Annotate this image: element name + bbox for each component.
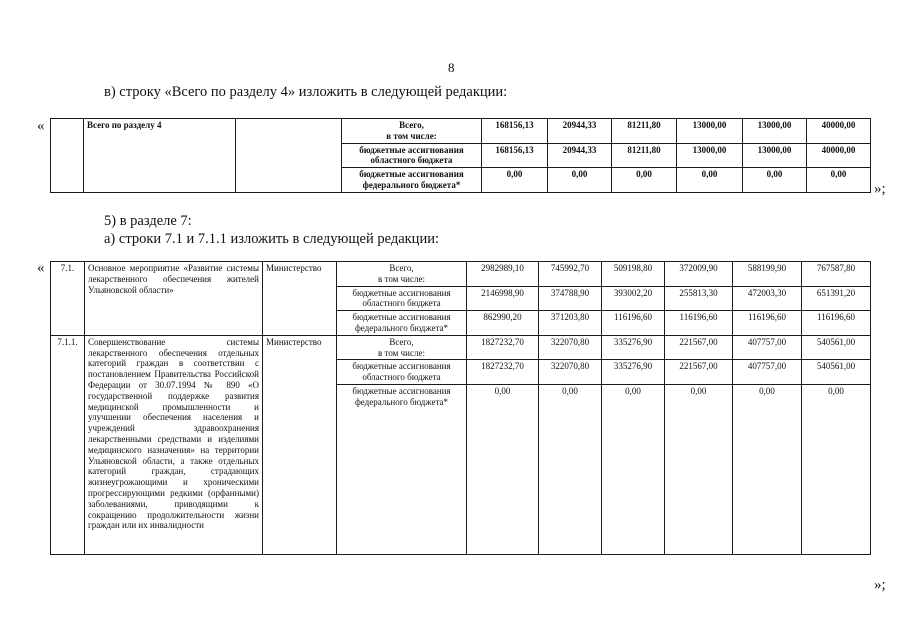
value-cell: 745992,70 — [539, 262, 602, 287]
value-cell: 407757,00 — [733, 360, 802, 385]
value-cell: 116196,60 — [802, 311, 871, 336]
item-name-cell: Основное мероприятие «Развитие системы лекарственного обеспечения жителей Ульяновской области» — [85, 262, 263, 336]
value-cell: 767587,80 — [802, 262, 871, 287]
value-cell: 374788,90 — [539, 286, 602, 311]
close-quote-1: »; — [874, 181, 886, 197]
instruction-5: 5) в разделе 7: — [104, 213, 192, 229]
table-row — [51, 262, 871, 287]
value-cell: 371203,80 — [539, 311, 602, 336]
value-cell: 20944,33 — [548, 143, 612, 168]
instruction-a: а) строки 7.1 и 7.1.1 изложить в следующей редакции: — [104, 231, 439, 247]
section7-table — [50, 261, 871, 555]
open-quote-1: « — [37, 118, 45, 134]
table-row — [51, 335, 871, 360]
value-cell: 1827232,70 — [467, 360, 539, 385]
value-cell: 540561,00 — [802, 335, 871, 360]
value-cell: 651391,20 — [802, 286, 871, 311]
close-quote-2: »; — [874, 577, 886, 593]
funding-label-cell: бюджетные ассигнования областного бюджета — [337, 360, 467, 385]
value-cell: 221567,00 — [665, 360, 733, 385]
funding-label-cell: Всего, в том числе: — [342, 119, 482, 144]
value-cell: 81211,80 — [612, 119, 677, 144]
value-cell: 81211,80 — [612, 143, 677, 168]
value-cell: 0,00 — [612, 168, 677, 193]
value-cell: 322070,80 — [539, 360, 602, 385]
value-cell: 862990,20 — [467, 311, 539, 336]
open-quote-2: « — [37, 260, 45, 276]
page-number: 8 — [448, 60, 455, 75]
value-cell: 1827232,70 — [467, 335, 539, 360]
item-number-cell: 7.1. — [51, 262, 85, 336]
value-cell: 322070,80 — [539, 335, 602, 360]
value-cell: 0,00 — [807, 168, 871, 193]
funding-label-cell: Всего, в том числе: — [337, 262, 467, 287]
value-cell: 0,00 — [482, 168, 548, 193]
value-cell: 116196,60 — [665, 311, 733, 336]
funding-label-cell: Всего, в том числе: — [337, 335, 467, 360]
value-cell: 407757,00 — [733, 335, 802, 360]
section-title-cell: Всего по разделу 4 — [84, 119, 236, 193]
value-cell: 0,00 — [602, 384, 665, 554]
value-cell: 13000,00 — [743, 143, 807, 168]
value-cell: 472003,30 — [733, 286, 802, 311]
value-cell: 0,00 — [467, 384, 539, 554]
funding-label-cell: бюджетные ассигнования областного бюджета — [337, 286, 467, 311]
value-cell: 2146998,90 — [467, 286, 539, 311]
table-row — [51, 119, 871, 144]
value-cell: 221567,00 — [665, 335, 733, 360]
value-cell: 13000,00 — [677, 119, 743, 144]
value-cell: 0,00 — [665, 384, 733, 554]
value-cell: 0,00 — [548, 168, 612, 193]
value-cell: 335276,90 — [602, 335, 665, 360]
value-cell: 335276,90 — [602, 360, 665, 385]
executor-cell: Министерство — [263, 262, 337, 336]
value-cell: 40000,00 — [807, 143, 871, 168]
value-cell: 0,00 — [733, 384, 802, 554]
instruction-v: в) строку «Всего по разделу 4» изложить в следующей редакции: — [104, 84, 508, 100]
value-cell: 40000,00 — [807, 119, 871, 144]
value-cell: 588199,90 — [733, 262, 802, 287]
value-cell: 116196,60 — [602, 311, 665, 336]
empty-cell — [236, 119, 342, 193]
value-cell: 540561,00 — [802, 360, 871, 385]
value-cell: 116196,60 — [733, 311, 802, 336]
value-cell: 168156,13 — [482, 143, 548, 168]
funding-label-cell: бюджетные ассигнования федерального бюджета* — [342, 168, 482, 193]
value-cell: 13000,00 — [743, 119, 807, 144]
value-cell: 372009,90 — [665, 262, 733, 287]
value-cell: 2982989,10 — [467, 262, 539, 287]
item-name-cell: Совершенствование системы лекарственного обеспечения отдельных категорий граждан в соответствии с постановлением Правительства Российской Федерации от 30.07.1994 № 890 «О государственной поддержке развития медицинской промышленности и улучшении обеспечения населения и учреждений здравоохранения лекарственными средствами и изделиями медицинского назначения» на территории Ульяновской области, а также отдельных категорий граждан, страдающих жизнеугрожающими и хроническими прогрессирующими редкими (орфанными) заболеваниями, приводящими к сокращению продолжительности жизни граждан или их инвалидности — [85, 335, 263, 554]
value-cell: 13000,00 — [677, 143, 743, 168]
value-cell: 0,00 — [539, 384, 602, 554]
value-cell: 393002,20 — [602, 286, 665, 311]
value-cell: 0,00 — [677, 168, 743, 193]
value-cell: 0,00 — [802, 384, 871, 554]
funding-label-cell: бюджетные ассигнования федерального бюджета* — [337, 384, 467, 554]
funding-label-cell: бюджетные ассигнования федерального бюджета* — [337, 311, 467, 336]
value-cell: 168156,13 — [482, 119, 548, 144]
section4-total-table — [50, 118, 871, 193]
item-number-cell: 7.1.1. — [51, 335, 85, 554]
value-cell: 0,00 — [743, 168, 807, 193]
funding-label-cell: бюджетные ассигнования областного бюджета — [342, 143, 482, 168]
empty-cell — [51, 119, 84, 193]
executor-cell: Министерство — [263, 335, 337, 554]
value-cell: 509198,80 — [602, 262, 665, 287]
value-cell: 20944,33 — [548, 119, 612, 144]
value-cell: 255813,30 — [665, 286, 733, 311]
